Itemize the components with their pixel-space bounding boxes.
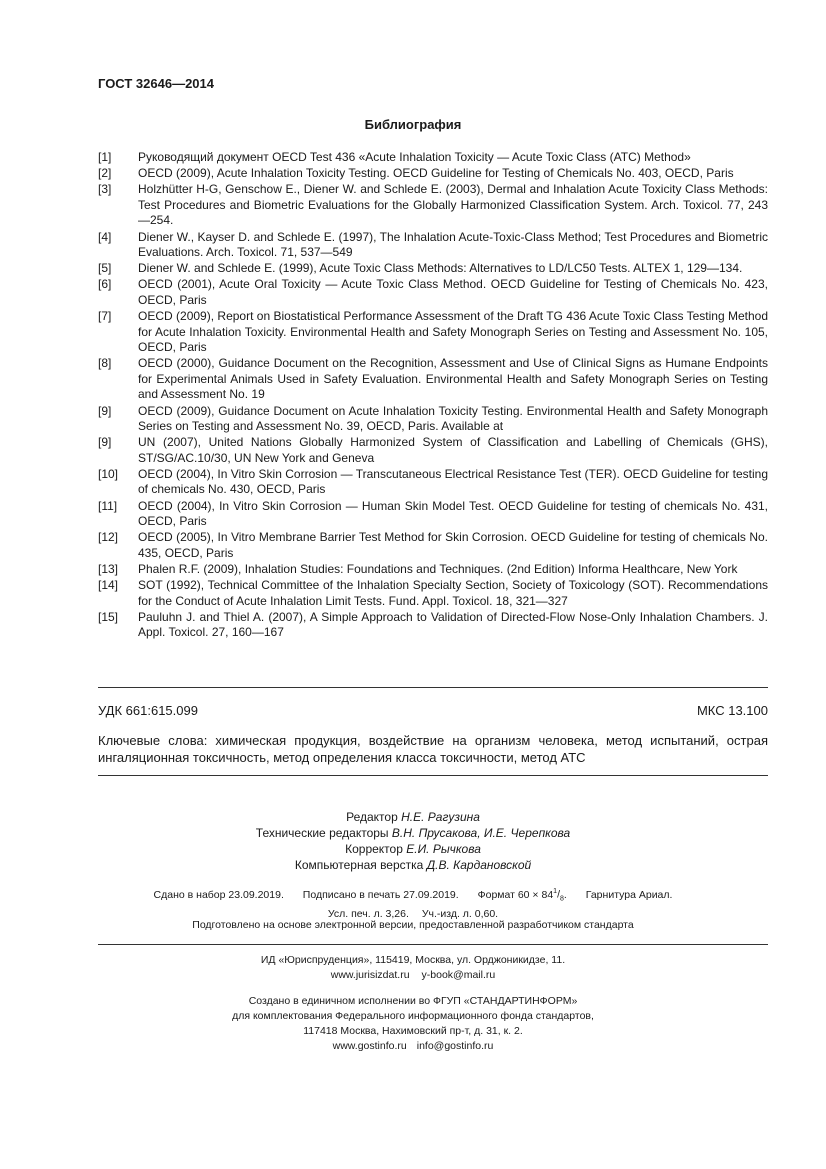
bibliography-item-text: Pauluhn J. and Thiel A. (2007), A Simple Approach to Validation of Directed-Flow Nose-Only Inhalation Chambers. J. Appl. Toxicol. 27, 160—167: [138, 609, 768, 640]
bibliography-item-number: [13]: [98, 561, 119, 576]
bibliography-item-text: UN (2007), United Nations Globally Harmonized System of Classification and Labelling of Chemicals (GHS), ST/SG/AC.10/30, UN New York and Geneva: [138, 435, 768, 465]
bibliography-item: [98, 230, 768, 261]
bibliography-item: [98, 261, 768, 277]
print-info: [0, 884, 826, 922]
bibliography-item: [98, 404, 768, 435]
creator-line-3: 117418 Москва, Нахимовский пр-т, д. 31, к. 2.: [303, 1025, 523, 1037]
bibliography-item-number: [7]: [98, 309, 112, 324]
bibliography-item: [98, 578, 768, 609]
bibliography-item-text: Holzhütter H-G, Genschow E., Diener W. and Schlede E. (2003), Dermal and Inhalation Acute Toxicity Class Methods: Test Procedures and Biometric Evaluations for the Globally Harmonized Classification System. Arch. Toxicol. 77, 243—254.: [138, 182, 768, 228]
creator-email: info@gostinfo.ru: [416, 1040, 494, 1052]
bibliography-item-number: [2]: [98, 166, 112, 181]
bibliography-item-number: [1]: [98, 150, 112, 164]
bibliography-item-text: Руководящий документ OECD Test 436 «Acute Inhalation Toxicity — Acute Toxic Class (ATC) Method»: [138, 150, 691, 164]
bibliography-item: [98, 499, 768, 530]
document-code: ГОСТ 32646—2014: [98, 76, 214, 91]
bibliography-item: [98, 562, 768, 578]
bibliography-item-text: SOT (1992), Technical Committee of the Inhalation Specialty Section, Society of Toxicology (SOT). Recommendations for the Conduct of Acute Inhalation Limit Tests. Fund. Appl. Toxicol. 18, 321—327: [138, 578, 768, 608]
bibliography-item-number: [11]: [98, 498, 118, 513]
bibliography-item: [98, 610, 768, 641]
publisher-website: www.jurisizdat.ru: [330, 969, 410, 981]
mks-code: МКС 13.100: [696, 703, 768, 718]
bibliography-item-number: [12]: [98, 530, 119, 545]
bibliography-item-text: OECD (2001), Acute Oral Toxicity — Acute Toxic Class Method. OECD Guideline for Testing of Chemicals No. 423, OECD, Paris: [138, 277, 768, 307]
bibliography-item-number: [9]: [98, 435, 112, 450]
udc-code: УДК 661:615.099: [98, 703, 198, 718]
bibliography-item: [98, 467, 768, 498]
prepared-note: Подготовлено на основе электронной версии, предоставленной разработчиком стандарта: [192, 919, 634, 931]
editor-line: Редактор Н.Е. Рагузина: [346, 810, 480, 824]
bibliography-item-text: OECD (2009), Acute Inhalation Toxicity Testing. OECD Guideline for Testing of Chemicals No. 403, OECD, Paris: [138, 166, 734, 181]
bibliography-item-number: [14]: [98, 578, 119, 593]
bibliography-item-text: Phalen R.F. (2009), Inhalation Studies: Foundations and Techniques. (2nd Edition) Informa Healthcare, New York: [138, 561, 738, 576]
submitted-date: Сдано в набор 23.09.2019.: [153, 888, 284, 901]
bibliography-item-text: OECD (2005), In Vitro Membrane Barrier Test Method for Skin Corrosion. OECD Guideline for testing of chemicals No. 435, OECD, Paris: [138, 530, 768, 560]
keywords: Ключевые слова: химическая продукция, воздействие на организм человека, метод испытаний, острая ингаляционная токсичность, метод определения класса токсичности, метод АТС: [98, 733, 768, 765]
bibliography-item-number: [9]: [98, 403, 112, 418]
bibliography-item-text: Diener W. and Schlede E. (1999), Acute Toxic Class Methods: Alternatives to LD/LC50 Tests. ALTEX 1, 129—134.: [138, 261, 743, 276]
divider-top: [98, 687, 768, 688]
creator-line-2: для комплектования Федерального информационного фонда стандартов,: [232, 1010, 594, 1022]
creator-block: [0, 994, 826, 1054]
bibliography-item-number: [8]: [98, 356, 112, 371]
bibliography-item-number: [3]: [98, 182, 112, 197]
credits-block: [0, 809, 826, 873]
publisher-email: y-book@mail.ru: [421, 969, 496, 981]
bibliography-item: [98, 182, 768, 229]
bibliography-item-number: [5]: [98, 261, 112, 276]
bibliography-item-number: [6]: [98, 277, 112, 292]
bibliography-title: Библиография: [364, 117, 462, 132]
publication-sheets: Уч.-изд. л. 0,60.: [421, 907, 499, 920]
bibliography-item: [98, 150, 768, 166]
divider-bottom: [98, 944, 768, 945]
bibliography-item-number: [10]: [98, 466, 119, 481]
bibliography-item-number: [15]: [98, 609, 119, 624]
bibliography-item: [98, 309, 768, 356]
print-sheets: Усл. печ. л. 3,26.: [327, 907, 409, 920]
creator-line-1: Создано в единичном исполнении во ФГУП «СТАНДАРТИНФОРМ»: [248, 995, 578, 1007]
publisher-address: ИД «Юриспруденция», 115419, Москва, ул. Орджоникидзе, 11.: [260, 954, 566, 966]
bibliography-item: [98, 435, 768, 466]
divider-middle: [98, 775, 768, 776]
signed-date: Подписано в печать 27.09.2019.: [302, 888, 459, 901]
paper-format: Формат $60 \times 84^1/_8$.: [477, 888, 567, 903]
bibliography-item: [98, 277, 768, 308]
bibliography-item: [98, 166, 768, 182]
bibliography-item-text: Diener W., Kayser D. and Schlede E. (1997), The Inhalation Acute-Toxic-Class Method; Test Procedures and Biometric Evaluations. Arch. Toxicol. 71, 537—549: [138, 229, 768, 260]
corrector-line: Корректор Е.И. Рычкова: [345, 842, 481, 856]
typeface: Гарнитура Ариал.: [585, 888, 673, 901]
layout-line: Компьютерная верстка Д.В. Кардановской: [294, 858, 532, 872]
tech-editors-line: Технические редакторы В.Н. Прусакова, И.Е. Черепкова: [255, 826, 571, 840]
bibliography-item-number: [4]: [98, 229, 112, 244]
bibliography-item-text: OECD (2009), Guidance Document on Acute Inhalation Toxicity Testing. Environmental Health and Safety Monograph Series on Testing and Assessment No. 39, OECD, Paris. Available at: [138, 403, 768, 433]
creator-website: www.gostinfo.ru: [332, 1040, 407, 1052]
bibliography-item-text: OECD (2000), Guidance Document on the Recognition, Assessment and Use of Clinical Signs as Humane Endpoints for Experimental Animals Used in Safety Evaluation. Environmental Health and Safety Monograph Series on Testing and Assessment No. 19: [138, 356, 768, 402]
bibliography-item-text: OECD (2009), Report on Biostatistical Performance Assessment of the Draft TG 436 Acute Toxic Class Testing Method for Acute Inhalation Toxicity. Environmental Health and Safety Monograph Series on Testing and Assessment No. 105, OECD, Paris: [138, 309, 768, 355]
publisher-block: [0, 953, 826, 983]
bibliography-item: [98, 356, 768, 403]
bibliography-item-text: OECD (2004), In Vitro Skin Corrosion — Transcutaneous Electrical Resistance Test (TER). OECD Guideline for testing of chemicals No. 430, OECD, Paris: [138, 466, 768, 497]
classification-row: [98, 703, 768, 718]
bibliography-item: [98, 530, 768, 561]
bibliography-item-text: OECD (2004), In Vitro Skin Corrosion — Human Skin Model Test. OECD Guideline for testing of chemicals No. 431, OECD, Paris: [138, 498, 768, 529]
bibliography-list: [98, 150, 768, 642]
